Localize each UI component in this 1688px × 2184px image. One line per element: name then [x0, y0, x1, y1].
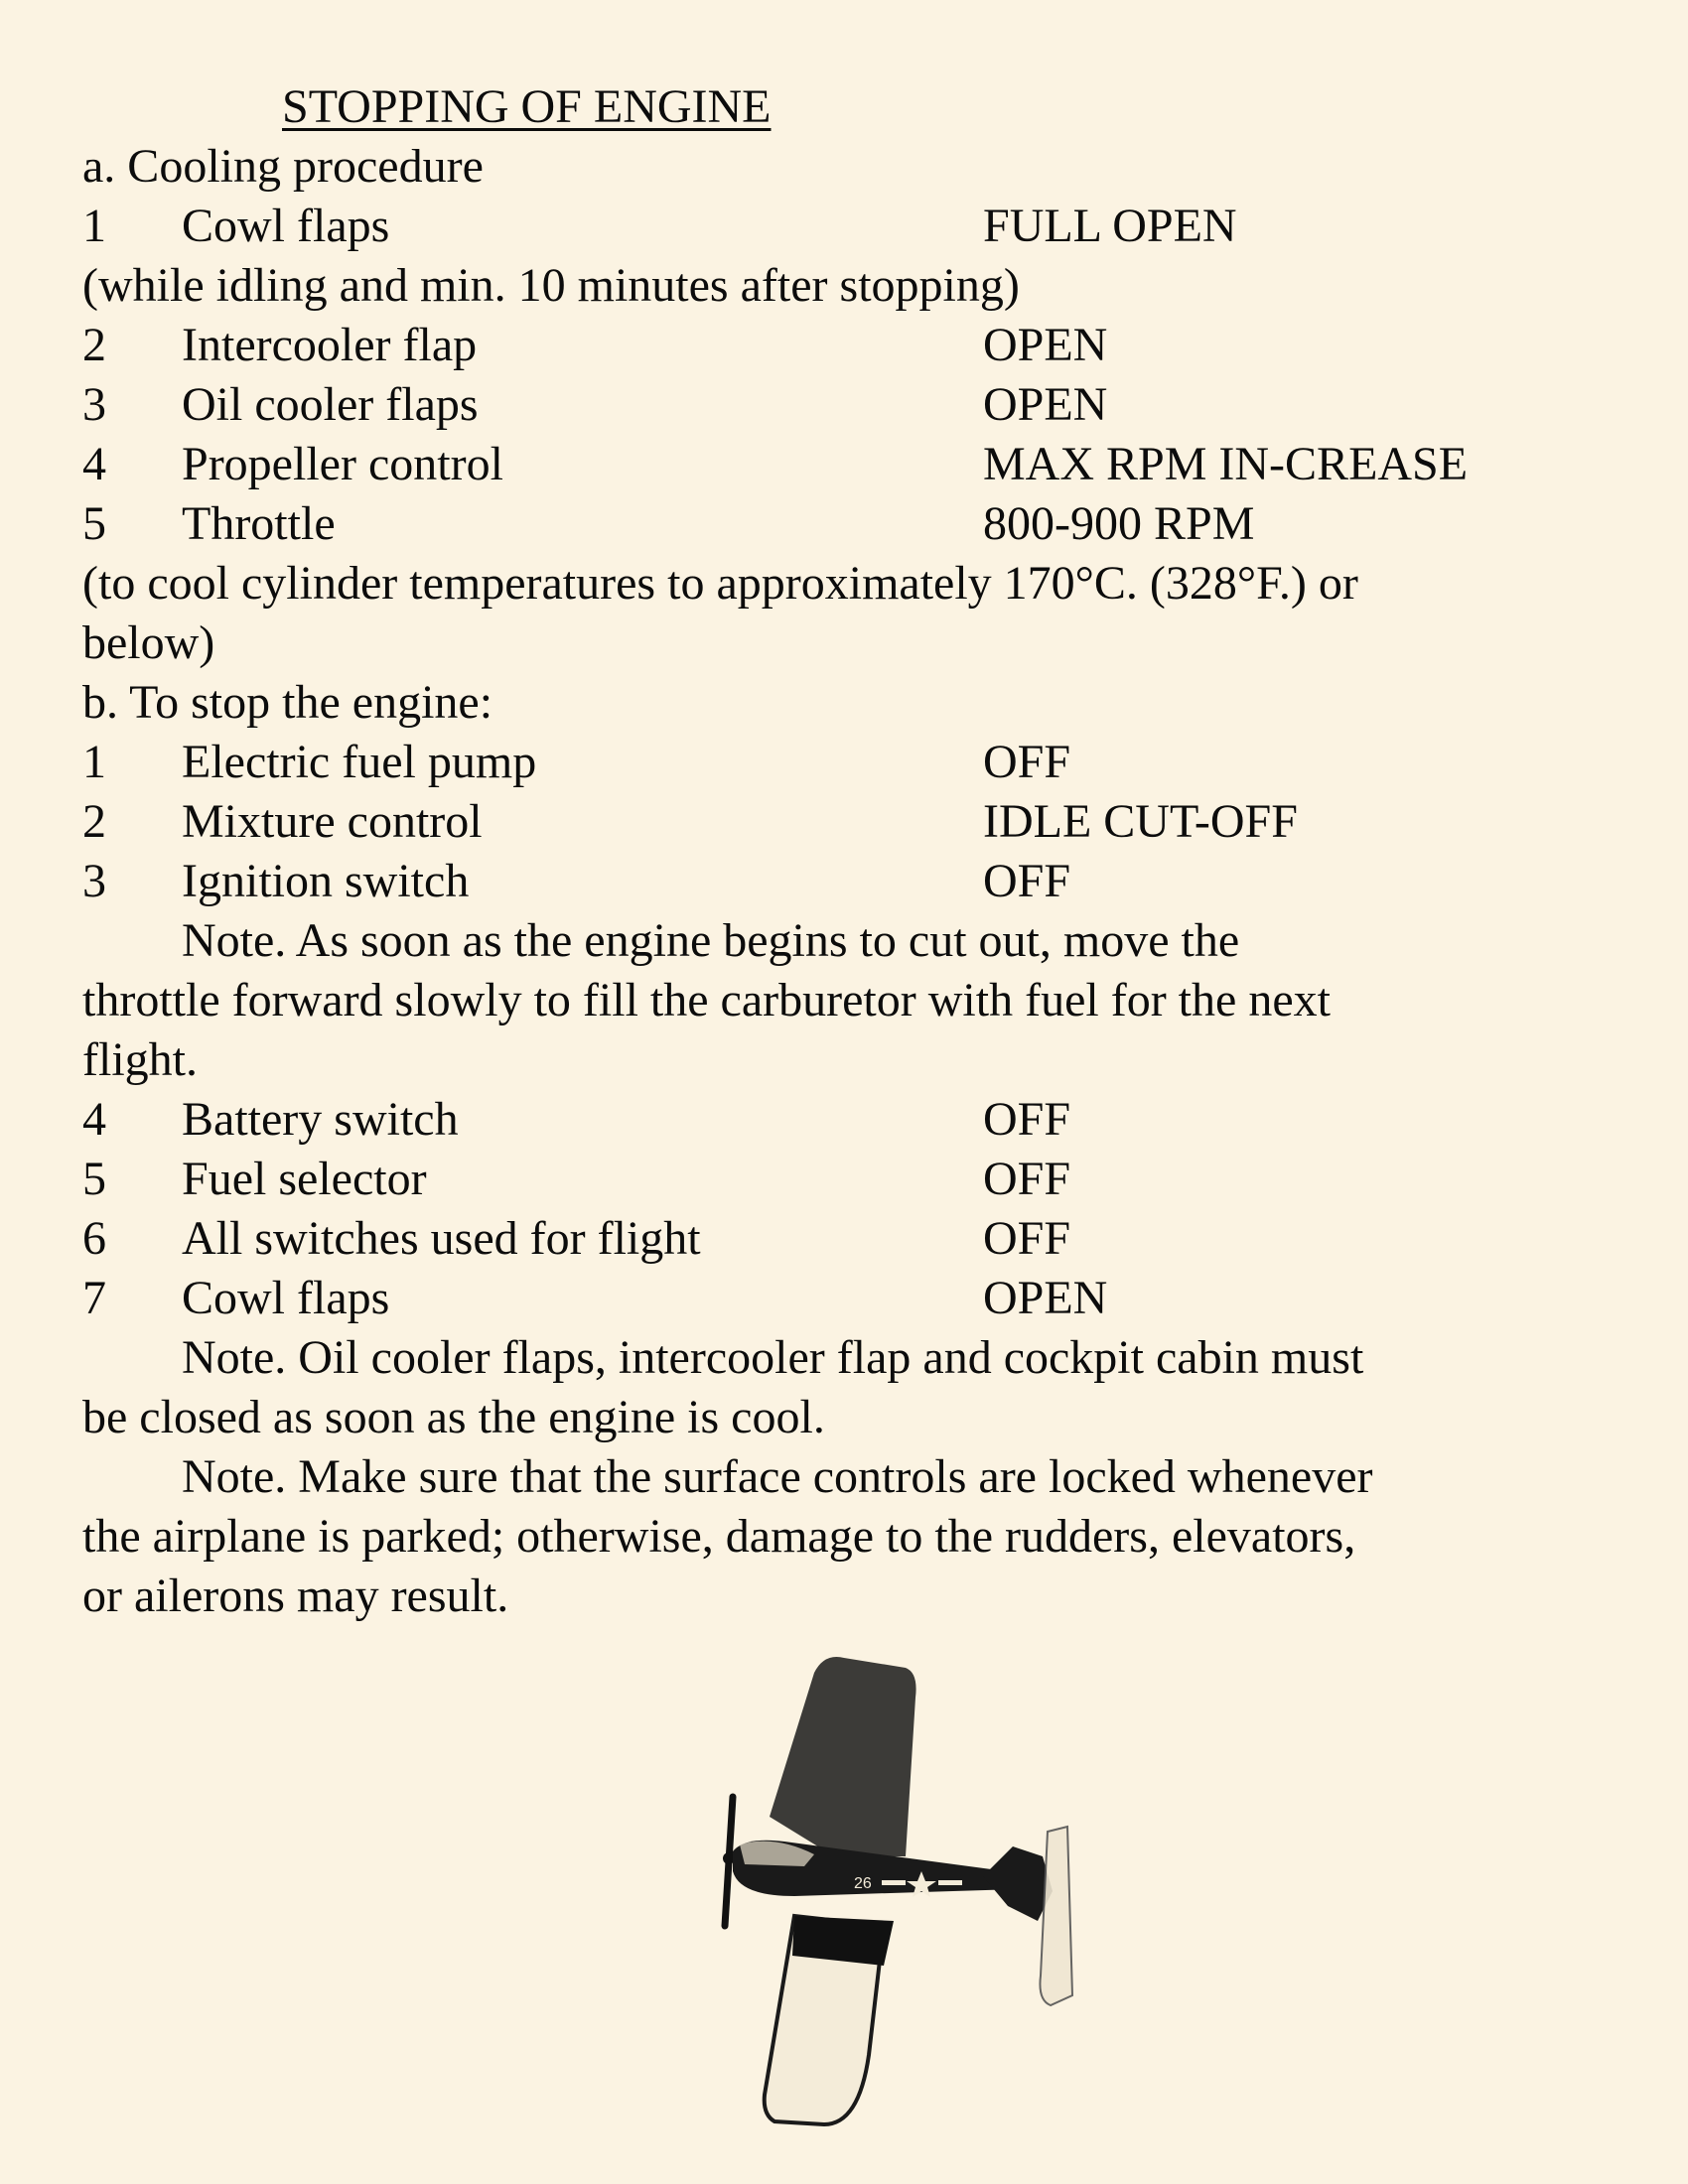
step-item: Cowl flaps [182, 200, 390, 252]
page-title: STOPPING OF ENGINE [282, 80, 772, 133]
step-item: Battery switch [182, 1093, 459, 1146]
step-value: OPEN [983, 378, 1108, 431]
step-number: 3 [82, 855, 106, 907]
note-text: Note. As soon as the engine begins to cut out, move the [182, 914, 1240, 967]
step-value: OFF [983, 1093, 1071, 1146]
section-a-heading: a. Cooling procedure [82, 140, 484, 193]
step-value: OFF [983, 1212, 1071, 1265]
note-text: the airplane is parked; otherwise, damage to the rudders, elevators, [82, 1510, 1356, 1563]
step-item: Cowl flaps [182, 1272, 390, 1324]
step-number: 5 [82, 497, 106, 550]
step-number: 7 [82, 1272, 106, 1324]
step-value: OPEN [983, 1272, 1108, 1324]
step-value: OFF [983, 736, 1071, 788]
step-item: Ignition switch [182, 855, 470, 907]
step-item: Oil cooler flaps [182, 378, 479, 431]
step-value: OFF [983, 855, 1071, 907]
step-number: 4 [82, 1093, 106, 1146]
step-item: Electric fuel pump [182, 736, 537, 788]
note-text: or ailerons may result. [82, 1570, 509, 1622]
step-value: IDLE CUT-OFF [983, 795, 1298, 848]
step-number: 6 [82, 1212, 106, 1265]
step-number: 2 [82, 319, 106, 371]
step-value: 800-900 RPM [983, 497, 1255, 550]
step-item: Mixture control [182, 795, 483, 848]
step-number: 5 [82, 1153, 106, 1205]
step-item: Propeller control [182, 438, 503, 490]
step-value: FULL OPEN [983, 200, 1237, 252]
note-text: Note. Make sure that the surface controls are locked whenever [182, 1450, 1373, 1503]
step-item: Throttle [182, 497, 336, 550]
step-note: (while idling and min. 10 minutes after stopping) [82, 259, 1020, 312]
step-note: (to cool cylinder temperatures to approximately 170°C. (328°F.) or [82, 557, 1358, 610]
note-text: throttle forward slowly to fill the carburetor with fuel for the next [82, 974, 1331, 1026]
step-number: 1 [82, 200, 106, 252]
note-text: Note. Oil cooler flaps, intercooler flap and cockpit cabin must [182, 1331, 1364, 1384]
step-number: 3 [82, 378, 106, 431]
svg-text:26: 26 [854, 1875, 872, 1892]
step-number: 2 [82, 795, 106, 848]
note-text: be closed as soon as the engine is cool. [82, 1391, 825, 1443]
step-value: MAX RPM IN-CREASE [983, 438, 1469, 490]
step-value: OFF [983, 1153, 1071, 1205]
step-note: below) [82, 616, 215, 669]
step-item: Fuel selector [182, 1153, 427, 1205]
section-b-heading: b. To stop the engine: [82, 676, 493, 729]
airplane-photo [645, 1628, 1122, 2144]
note-text: flight. [82, 1033, 198, 1086]
step-item: All switches used for flight [182, 1212, 701, 1265]
step-item: Intercooler flap [182, 319, 478, 371]
step-number: 4 [82, 438, 106, 490]
step-value: OPEN [983, 319, 1108, 371]
step-number: 1 [82, 736, 106, 788]
